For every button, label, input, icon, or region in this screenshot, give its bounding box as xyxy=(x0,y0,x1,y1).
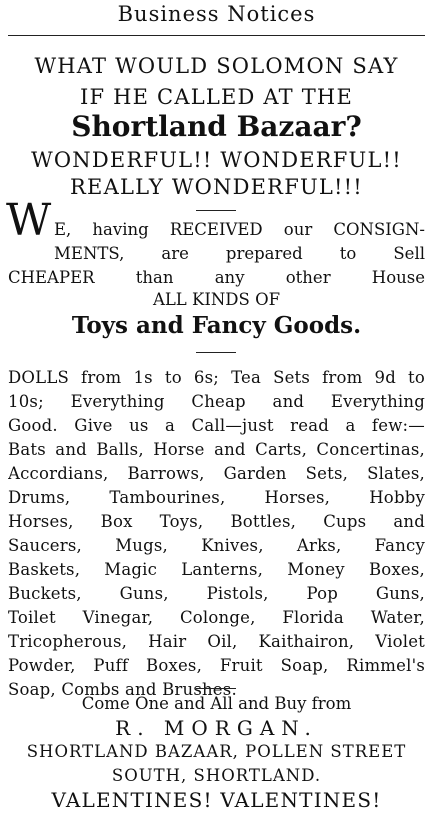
intro-line-1: E, having RECEIVED our CONSIGN- xyxy=(54,220,425,239)
list-line: Drums, Tambourines, Horses, Hobby xyxy=(8,488,425,507)
headline-line-5: REALLY WONDERFUL!!! xyxy=(70,175,363,199)
list-line: Tricopherous, Hair Oil, Kaithairon, Violet xyxy=(8,632,425,651)
list-line: Buckets, Guns, Pistols, Pop Guns, xyxy=(8,584,425,603)
list-line: Soap, Combs and Brushes. xyxy=(8,680,237,699)
list-line: Baskets, Magic Lanterns, Money Boxes, xyxy=(8,560,425,579)
headline-line-4: WONDERFUL!! WONDERFUL!! xyxy=(31,148,402,172)
divider-rule xyxy=(196,352,236,353)
list-line: Good. Give us a Call—just read a few:— xyxy=(8,416,425,435)
divider-rule xyxy=(196,688,236,689)
list-line: Bats and Balls, Horse and Carts, Concertinas, xyxy=(8,440,425,459)
list-line: Horses, Box Toys, Bottles, Cups and xyxy=(8,512,425,531)
drop-cap: W xyxy=(6,195,52,246)
list-line: Saucers, Mugs, Knives, Arks, Fancy xyxy=(8,536,425,555)
list-line: Accordians, Barrows, Garden Sets, Slates, xyxy=(8,464,425,483)
goods-list xyxy=(8,368,425,704)
intro-line-4: ALL KINDS OF xyxy=(152,290,281,309)
divider-rule xyxy=(196,210,236,211)
header-rule xyxy=(8,35,425,36)
section-header: Business Notices xyxy=(117,2,316,26)
intro-goods-heading: Toys and Fancy Goods. xyxy=(71,312,362,339)
list-line: DOLLS from 1s to 6s; Tea Sets from 9d to xyxy=(8,368,425,387)
intro-line-2: MENTS, are prepared to Sell xyxy=(54,244,425,263)
list-line: 10s; Everything Cheap and Everything xyxy=(8,392,425,411)
headline-bazaar-name: Shortland Bazaar? xyxy=(71,110,362,143)
closing-address-line-2: SOUTH, SHORTLAND. xyxy=(111,766,322,785)
intro-line-3: CHEAPER than any other House xyxy=(8,268,425,287)
headline-line-2: IF HE CALLED AT THE xyxy=(80,85,353,109)
closing-valentines: VALENTINES! VALENTINES! xyxy=(51,788,382,812)
closing-line-1: Come One and All and Buy from xyxy=(81,694,352,713)
list-line: Powder, Puff Boxes, Fruit Soap, Rimmel's xyxy=(8,656,425,675)
list-line: Toilet Vinegar, Colonge, Florida Water, xyxy=(8,608,425,627)
headline-line-1: WHAT WOULD SOLOMON SAY xyxy=(34,54,399,78)
closing-address-line-1: SHORTLAND BAZAAR, POLLEN STREET xyxy=(26,742,407,761)
merchant-name: R. MORGAN. xyxy=(115,716,318,740)
